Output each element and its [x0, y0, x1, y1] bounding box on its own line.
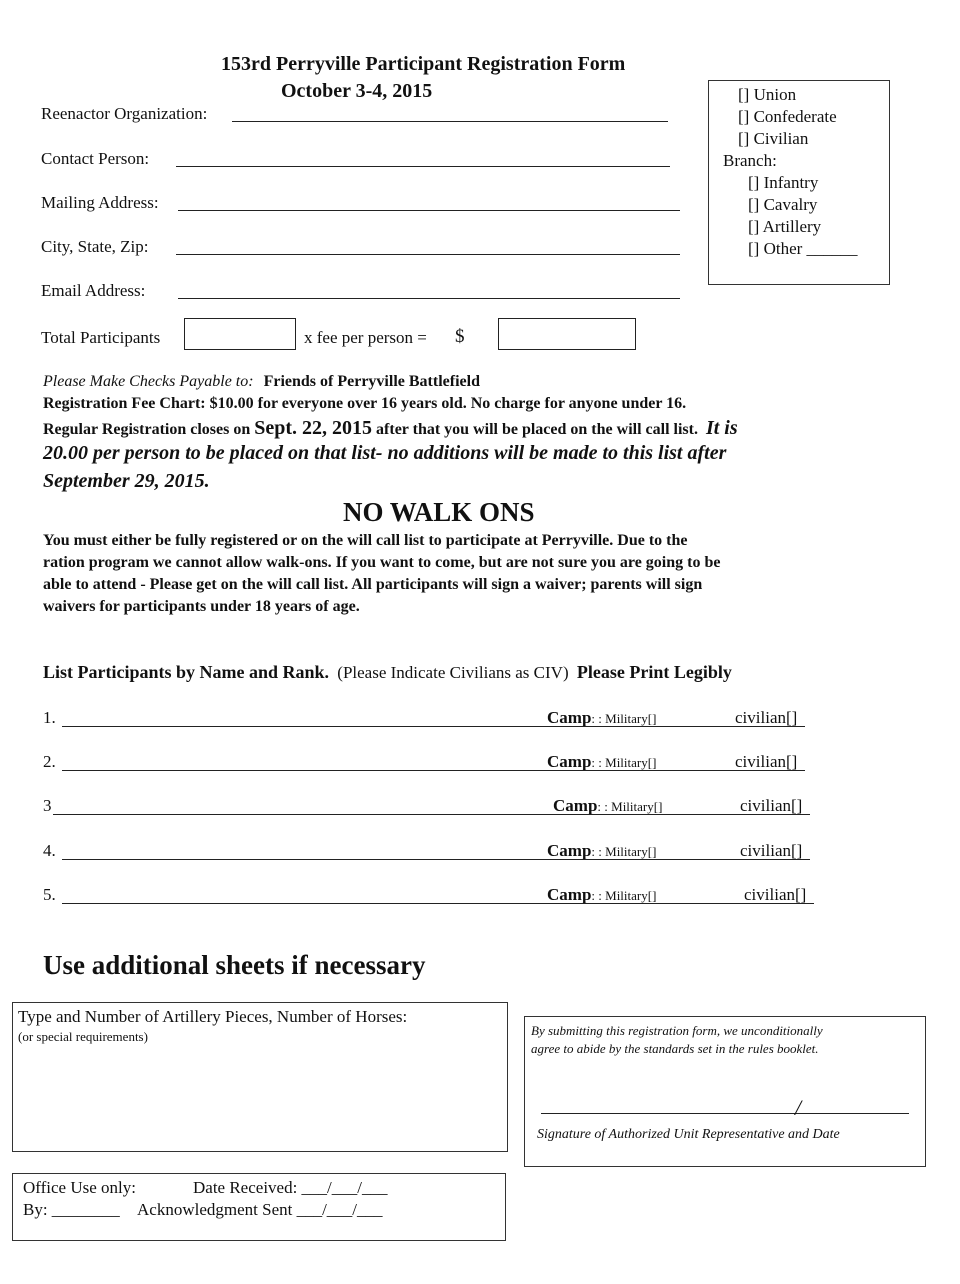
affiliation-box: [708, 80, 890, 285]
camp-label: [547, 708, 656, 728]
total-participants-input[interactable]: [184, 318, 296, 350]
mailing-field[interactable]: [178, 210, 680, 211]
row-number: 4.: [43, 841, 56, 860]
contact-field[interactable]: [176, 166, 670, 167]
notice-line-2: ration program we cannot allow walk-ons. If you want to come, but are not sure you are going to be: [43, 554, 721, 571]
agreement-line-2: agree to abide by the standards set in the rules booklet.: [531, 1041, 819, 1056]
camp-word: Camp: [547, 752, 592, 771]
artillery-box[interactable]: [12, 1002, 508, 1152]
notice-line-4: waivers for participants under 18 years of age.: [43, 598, 360, 615]
row-number: 5.: [43, 885, 56, 904]
participants-heading-print: Please Print Legibly: [576, 662, 732, 682]
city-label: City, State, Zip:: [41, 237, 149, 256]
checks-payable-label: Please Make Checks Payable to:: [43, 373, 254, 390]
checks-payable-line: [43, 373, 480, 391]
civilian-checkbox[interactable]: civilian[]: [735, 708, 798, 727]
closes-text-it-is: It is: [705, 417, 738, 439]
closes-date: Sept. 22, 2015: [254, 417, 373, 439]
row-number: 1.: [43, 708, 56, 727]
acknowledgment-field[interactable]: Acknowledgment Sent ___/___/___: [137, 1200, 383, 1219]
participants-heading-note: (Please Indicate Civilians as CIV): [337, 663, 569, 682]
participant-name-field[interactable]: [62, 770, 547, 771]
signature-label: Signature of Authorized Unit Representative and Date: [537, 1127, 840, 1142]
military-checkbox[interactable]: : : Military[]: [591, 844, 657, 859]
city-field[interactable]: [176, 254, 680, 255]
cavalry-checkbox[interactable]: [] Cavalry: [748, 195, 818, 214]
form-title: 153rd Perryville Participant Registration Form: [221, 53, 626, 75]
artillery-box-sub: (or special requirements): [18, 1029, 148, 1044]
organization-label: Reenactor Organization:: [41, 104, 208, 123]
camp-label: [547, 841, 656, 861]
branch-label: Branch:: [723, 151, 777, 170]
contact-label: Contact Person:: [41, 149, 150, 168]
camp-word: Camp: [547, 841, 592, 860]
participant-name-field[interactable]: [53, 814, 553, 815]
participant-name-field[interactable]: [62, 903, 547, 904]
office-use-box: [12, 1173, 506, 1241]
participant-name-field[interactable]: [62, 726, 547, 727]
artillery-checkbox[interactable]: [] Artillery: [748, 217, 822, 236]
agreement-line-1: By submitting this registration form, we unconditionally: [531, 1023, 823, 1038]
participant-name-field[interactable]: [62, 859, 547, 860]
will-call-line-1: 20.00 per person to be placed on that list- no additions will be made to this list after: [43, 442, 727, 464]
by-field[interactable]: By: ________: [23, 1200, 120, 1219]
notice-paragraph: [43, 530, 913, 618]
infantry-checkbox[interactable]: [] Infantry: [748, 173, 819, 192]
will-call-line-2: September 29, 2015.: [43, 470, 210, 492]
camp-word: Camp: [547, 708, 592, 727]
military-checkbox[interactable]: : : Military[]: [591, 711, 657, 726]
notice-line-1: You must either be fully registered or on the will call list to participate at Perryville. Due to the: [43, 532, 688, 549]
civilian-checkbox[interactable]: civilian[]: [735, 752, 798, 771]
fee-chart: Registration Fee Chart: $10.00 for everyone over 16 years old. No charge for anyone under 16.: [43, 395, 687, 412]
email-field[interactable]: [178, 298, 680, 299]
participants-heading-main: List Participants by Name and Rank.: [43, 662, 330, 682]
participants-heading: [43, 662, 732, 683]
total-participants-label: Total Participants: [41, 328, 161, 347]
camp-word: Camp: [553, 796, 598, 815]
camp-word: Camp: [547, 885, 592, 904]
date-received-field[interactable]: Date Received: ___/___/___: [193, 1178, 388, 1197]
mailing-label: Mailing Address:: [41, 193, 159, 212]
other-checkbox[interactable]: [] Other ______: [748, 239, 858, 258]
office-use-label: Office Use only:: [23, 1178, 136, 1197]
military-checkbox[interactable]: : : Military[]: [597, 799, 663, 814]
civilian-checkbox[interactable]: civilian[]: [740, 796, 803, 815]
date-slash: /: [795, 1095, 802, 1120]
closes-text-after: after that you will be placed on the will call list.: [376, 421, 698, 438]
civilian-checkbox[interactable]: civilian[]: [744, 885, 807, 904]
signature-line[interactable]: [541, 1113, 909, 1114]
total-fee-input[interactable]: [498, 318, 636, 350]
artillery-box-title: Type and Number of Artillery Pieces, Number of Horses:: [18, 1007, 408, 1026]
registration-closes-line: [43, 417, 738, 440]
row-number: 3: [43, 796, 52, 815]
dollar-sign: $: [455, 326, 465, 347]
payee-name: Friends of Perryville Battlefield: [263, 373, 480, 390]
confederate-checkbox[interactable]: [] Confederate: [738, 107, 837, 126]
military-checkbox[interactable]: : : Military[]: [591, 755, 657, 770]
camp-label: [553, 796, 662, 816]
email-label: Email Address:: [41, 281, 146, 300]
civilian-checkbox[interactable]: civilian[]: [740, 841, 803, 860]
no-walk-ons-heading: NO WALK ONS: [343, 497, 535, 527]
closes-text: Regular Registration closes on: [43, 421, 251, 438]
notice-line-3: able to attend - Please get on the will call list. All participants will sign a waiver; parents will sign: [43, 576, 703, 593]
agreement-box: [524, 1016, 926, 1167]
camp-label: [547, 885, 656, 905]
additional-sheets-heading: Use additional sheets if necessary: [43, 950, 426, 980]
civilian-checkbox[interactable]: [] Civilian: [738, 129, 809, 148]
camp-label: [547, 752, 656, 772]
union-checkbox[interactable]: [] Union: [738, 85, 797, 104]
row-number: 2.: [43, 752, 56, 771]
fee-label: x fee per person =: [304, 328, 427, 347]
organization-field[interactable]: [232, 121, 668, 122]
form-dates: October 3-4, 2015: [281, 80, 433, 102]
military-checkbox[interactable]: : : Military[]: [591, 888, 657, 903]
